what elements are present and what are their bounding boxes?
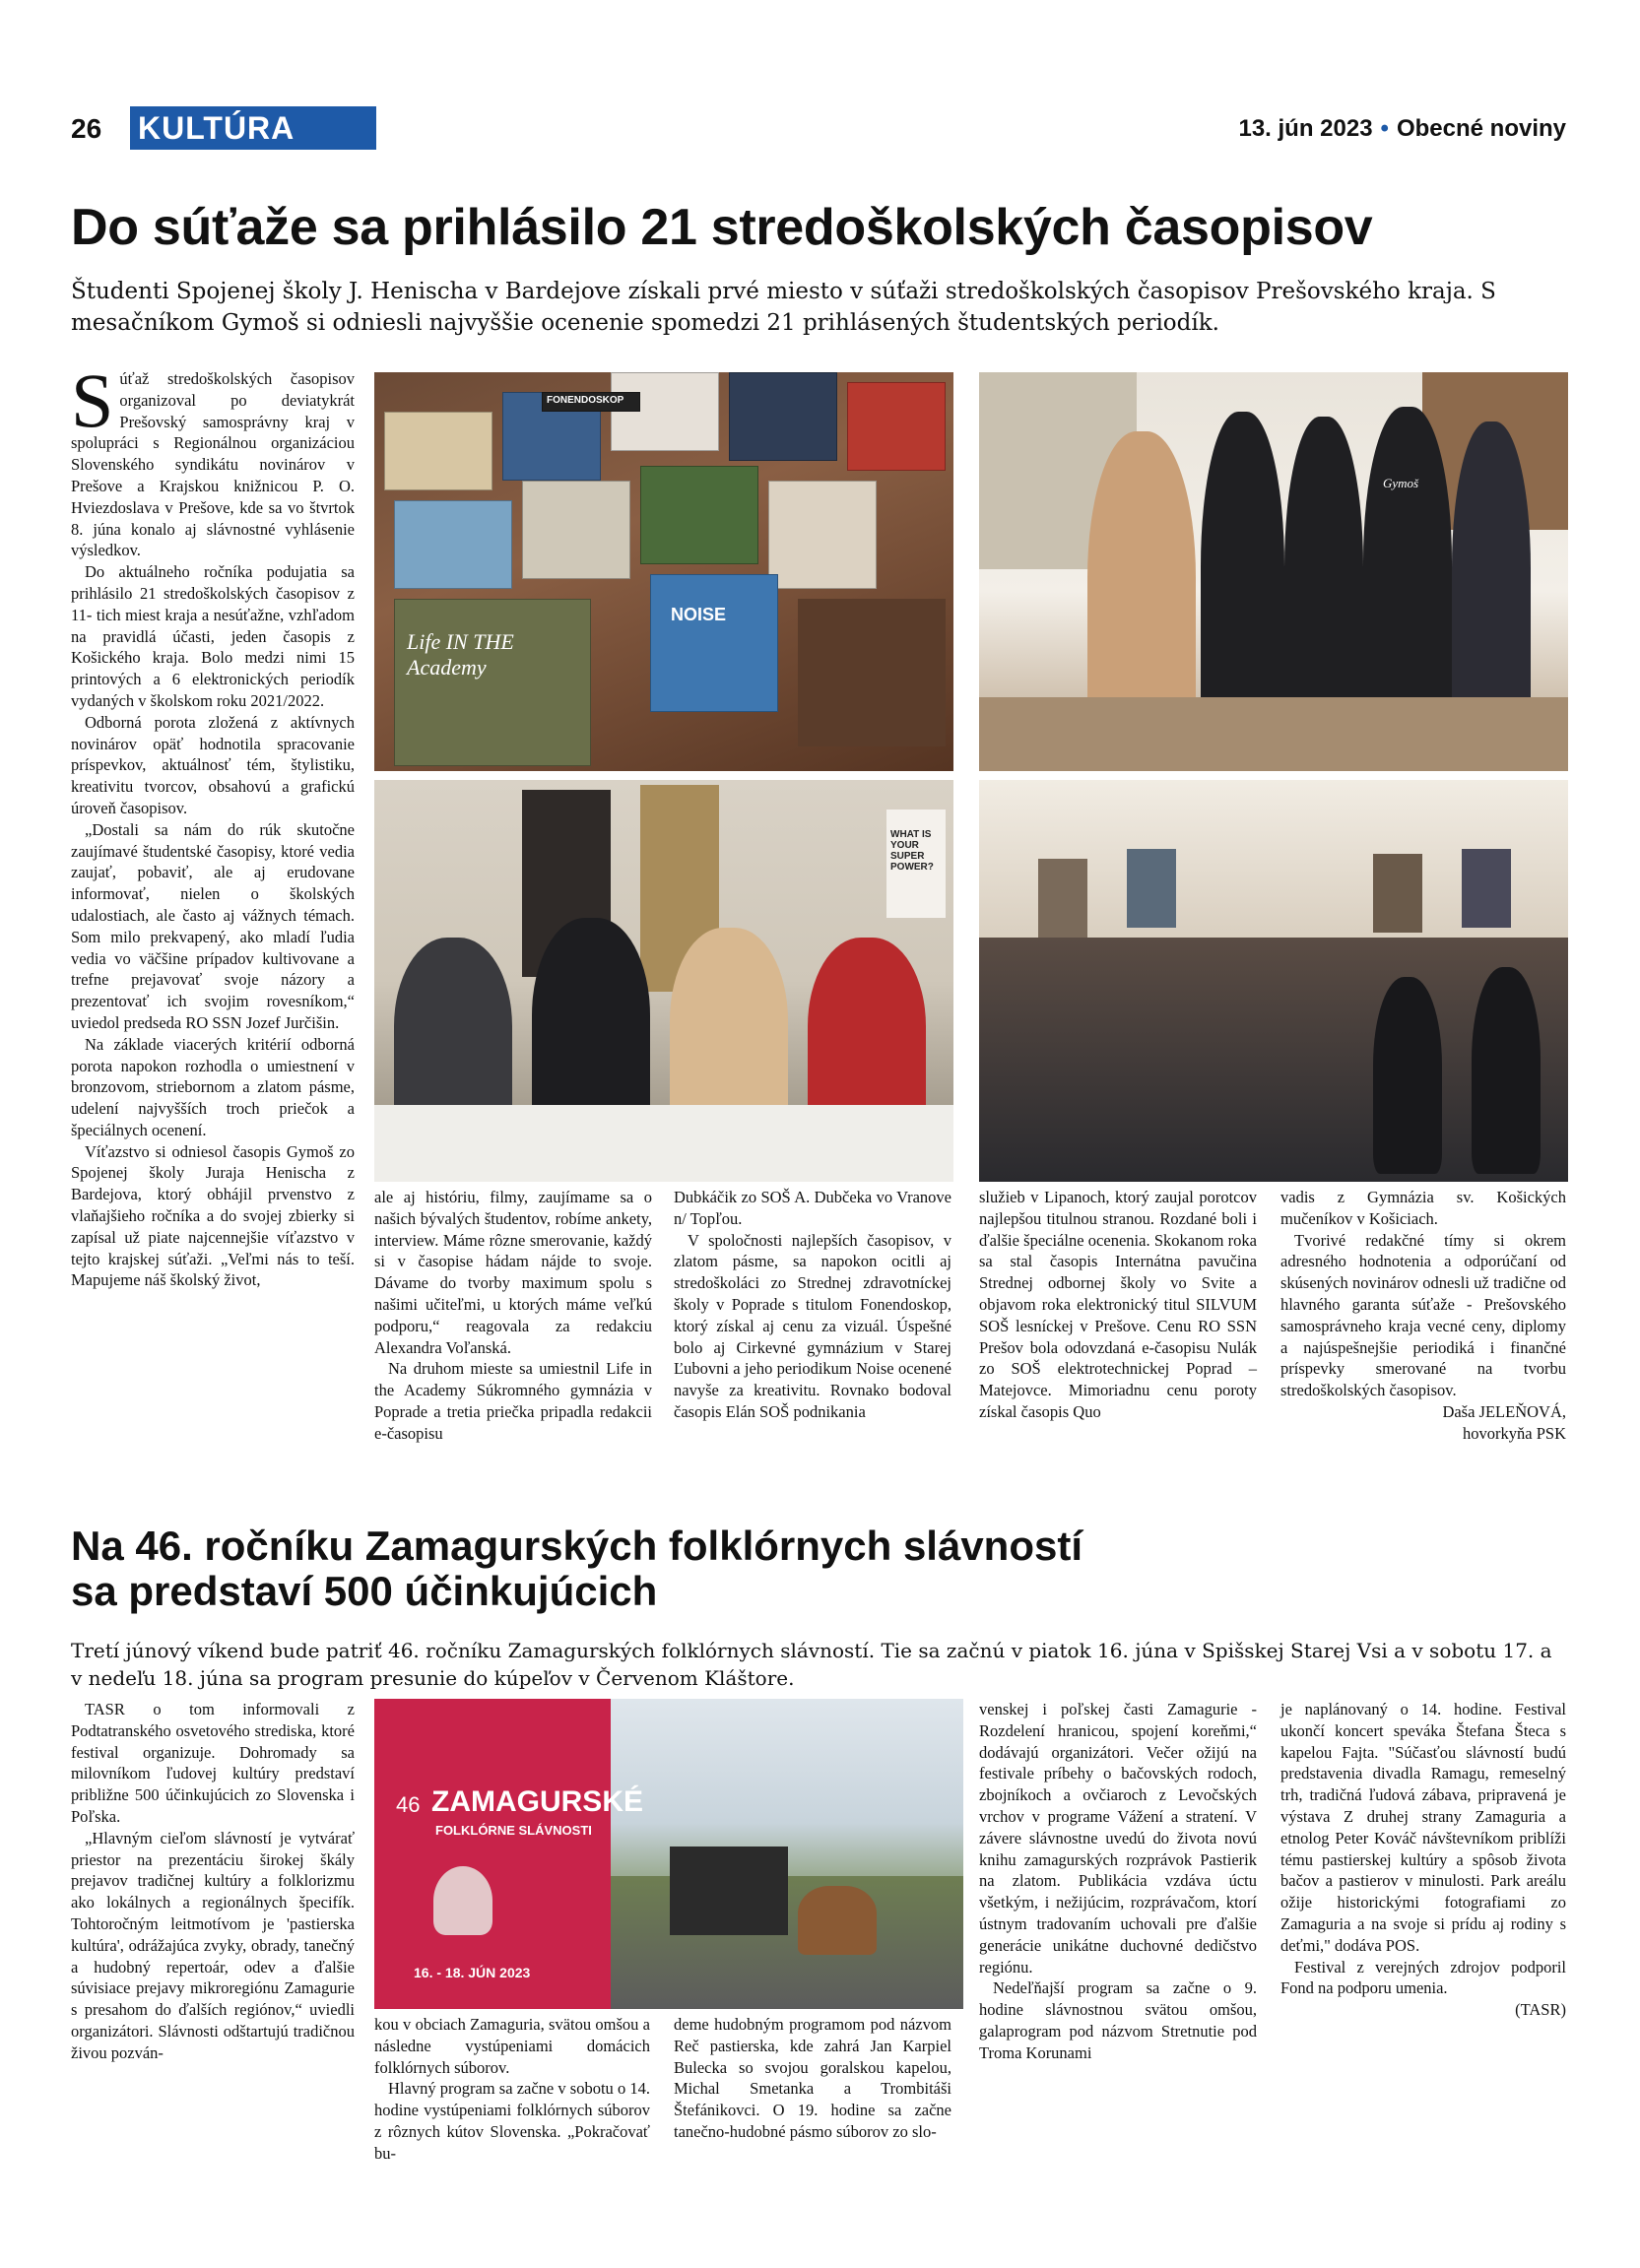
article1-col4-p1: služieb v Lipanoch, ktorý zaujal porotcov najlepšou titulnou stranou. Rozdané boli i ďalšie špeciálne ocenenia. Skokanom roka sa stal časopis Internátna pavučina Strednej odbornej školy vo Svite a objavom roka elektronický titul SILVUM SOŠ lesníckej v Prešove. Cenu RO SSN Prešov bola odovzdaná e-časopisu Nulák zo SOŠ elektrotechnickej Poprad – Matejovce. Mimoriadnu cenu poroty získal časopis Quo [979,1188,1257,1421]
article1-lead: Študenti Spojenej školy J. Henischa v Bardejove získali prvé miesto v súťaži stredoškolských časopisov Prešovského kraja. S mesačníkom Gymoš si odniesli najvyššie ocenenie spomedzi 21 prihlásených študentských periodík. [71,279,1496,336]
magazine-life-label: Life IN THE Academy [407,629,514,680]
publication-name: Obecné noviny [1396,115,1566,142]
article1-col3-p2: V spoločnosti najlepších časopisov, v zlatom pásme, sa napokon ocitli aj stredoškoláci zo Strednej zdravotníckej školy v Poprade s titulom Fonendoskop, ktorý získal aj cenu za vizuál. Úspešné bolo aj Cirkevné gymnázium v Starej Ľubovni a jeho periodikum Noise ocenené navyše za kreativitu. Rovnako bodoval časopis Elán SOŠ podnikania [674,1230,951,1421]
article1-headline: Do súťaže sa prihlásilo 21 stredoškolských časopisov [71,199,1373,256]
article1-column-4 [979,1187,1257,1423]
photo-jury-panel [374,780,953,1182]
article2-lead: Tretí júnový víkend bude patriť 46. ročníku Zamagurských folklórnych slávností. Tie sa začnú v piatok 16. júna v Spišskej Starej Vsi a v sobotu 17. a v nedeľu 18. júna sa program presunie do kúpeľov v Červenom Kláštore. [71,1639,1552,1690]
page-header [71,106,1566,152]
article1-col1-p1: úťaž stredoškolských časopisov organizoval po deviatykrát Prešovský samosprávny kraj v spolupráci s Regionálnou organizáciou Slovenského syndikátu novinárov v Prešove a Krajskou knižnicou P. O. Hviezdoslava v Prešove, kde sa vo štvrtok 8. júna konalo aj slávnostné vyhlásenie výsledkov. [71,369,355,560]
article2-col4-p2: Nedeľňajší program sa začne o 9. hodine slávnostnou svätou omšou, galaprogram pod názvom Stretnutie pod Troma Korunami [979,1978,1257,2062]
article1-author: Daša JELEŇOVÁ, [1442,1401,1566,1421]
article1-col2-p2: Na druhom mieste sa umiestnil Life in the Academy Súkromného gymnázia v Poprade a tretia priečka pripadla redakcii e-časopisu [374,1359,652,1443]
dropcap: S [71,357,114,443]
article2-col2-p2: Hlavný program sa začne v sobotu o 14. hodine vystúpeniami folklórnych súborov z rôznych kútov Slovenska. „Pokračovať bu- [374,2079,650,2163]
article2-col1-p1: TASR o tom informovali z Podtatranského osvetového strediska, ktoré festival organizuje. Dohromady sa milovníkom ľudovej kultúry predstaví približne 500 účinkujúcich zo Slovenska i Poľska. [71,1700,355,1826]
article1-column-5 [1280,1187,1566,1445]
section-label: KULTÚRA [130,106,376,150]
article1-column-2 [374,1187,652,1445]
photo-festival-poster [374,1699,963,2009]
article2-col1-p2: „Hlavným cieľom slávností je vytvárať priestor na prezentáciu širokej škály prejavov tradičnej kultúry a folklorizmu ako lokálnych a regionálnych špecifík. Tohtoročným leitmotívom je 'pastierska kultúra', odrážajúca zvyky, obrady, tanečný a hudobný repertoár, odev a ďalšie súvisiace prejavy mikroregiónu Zamagurie s presahom do ďalších regiónov,“ uviedli organizátori. Slávnosti odštartujú tradičnou živou pozván- [71,1828,355,2062]
poster-text: WHAT IS YOUR SUPER POWER? [890,829,934,873]
header-separator: • [1380,115,1389,142]
article2-column-1 [71,1699,355,2064]
article1-col1-p4: „Dostali sa nám do rúk skutočne zaujímavé študentské časopisy, ktoré vedia zaujať, pobaviť, ale aj erudovane informovať, nielen o školských udalostiach, ale často aj vážnych témach. Som milo prekvapený, ako mladí ľudia vedia vo väčšine prípadov kultivovane a trefne prejavovať svoje názory a prezentovať ich svojim rovesníkom,“ uviedol predseda RO SSN Jozef Jurčišin. [71,819,355,1032]
article1-col5-p1: vadis z Gymnázia sv. Košických mučeníkov v Košiciach. [1280,1188,1566,1228]
magazine-noise-label: NOISE [671,605,727,624]
article1-col1-p2: Do aktuálneho ročníka podujatia sa prihlásilo 21 stredoškolských časopisov z 11- tich miest kraja a nesúťažne, vzhľadom na pravidlá účasti, jeden časopis z Košického kraja. Bolo medzi nimi 15 printových a 6 elektronických periodík vydaných v školskom roku 2021/2022. [71,562,355,710]
article1-col1-p3: Odborná porota zložená z aktívnych novinárov opäť hodnotila spracovanie príspevkov, aktuálnosť tém, štylistiku, kreativitu tvorcov, obsahovú a grafickú úroveň časopisov. [71,712,355,817]
article2-col4-p1: venskej i poľskej časti Zamagurie - Rozdelení hranicou, spojení koreňmi,“ dodávajú organizátori. Večer ožijú na festivale príbehy o bačovských rodoch, zbojníkoch a ovčiaroch z Levočských vrchov v programe Vážení a stratení. V závere slávnostne uvedú do života novú knihu zamagurských rozprávok Pastierik na zlatom. Publikácia vzdáva úctu všetkým, i nežijúcim, rozprávačom, ktorí ústnym tradovaním uchovali pre ďalšie generácie unikátne duchovné dedičstvo regiónu. [979,1700,1257,1976]
article2-column-3 [674,2014,951,2143]
article2-col2-p1: kou v obciach Zamaguria, svätou omšou a následne vystúpeniami domácich folklórnych súborov. [374,2015,650,2077]
article2-column-4 [979,1699,1257,2064]
article1-col2-p1: ale aj históriu, filmy, zaujímame sa o našich bývalých študentov, robíme ankety, interview. Máme rôzne smerovanie, každý si v časopise hádam nájde to svoje. Dávame do tvorby maximum spolu s našimi učiteľmi, u ktorých máme veľkú podporu,“ reagovala za redakciu Alexandra Voľanská. [374,1188,652,1357]
article1-column-1 [71,357,355,1291]
article1-col3-p1: Dubkáčik zo SOŠ A. Dubčeka vo Vranove n/ Topľou. [674,1188,951,1228]
article1-column-3 [674,1187,951,1423]
poster-number: 46 [396,1792,421,1817]
shepherd-emblem-icon [433,1866,492,1935]
photo-magazines [374,372,953,771]
poster-title: ZAMAGURSKÉ [431,1785,643,1818]
article2-col3-p1: deme hudobným programom pod názvom Reč pastierska, kde zahrá Jan Karpiel Bulecka so svojou goralskou kapelou, Michal Smetanka a Trombitáši Štefánikovci. O 19. hodine sa začne tanečno-hudobné pásmo súborov zo slo- [674,2015,951,2141]
issue-date: 13. jún 2023 [1238,115,1373,142]
article2-column-5 [1280,1699,1566,2021]
photo-winners-group [979,372,1568,771]
article2-headline-line2: sa predstaví 500 účinkujúcich [71,1568,658,1614]
header-dateline [1238,106,1566,152]
article1-author-role: hovorkyňa PSK [1463,1423,1566,1443]
article2-column-2 [374,2014,650,2165]
poster-dates: 16. - 18. JÚN 2023 [414,1965,531,1980]
photo-audience [979,780,1568,1182]
article2-author: (TASR) [1515,2000,1566,2020]
poster-subtitle: FOLKLÓRNE SLÁVNOSTI [435,1823,592,1838]
page-number: 26 [71,113,102,144]
magazine-fonendoskop-label: FONENDOSKOP [547,395,624,406]
article1-col5-p2: Tvorivé redakčné tímy si okrem adresného hodnotenia a odporúčaní od skúsených novinárov odnesli už tradične od hlavného garanta súťaže - Prešovského samosprávneho kraja vecné ceny, diplomy a najúspešnejšie periodiká i finančné príspevky smerované na tvorbu stredoškolských časopisov. [1280,1230,1566,1400]
article1-col1-p6: Víťazstvo si odniesol časopis Gymoš zo Spojenej školy Juraja Henischa z Bardejova, ktorý obhájil prvenstvo z vlaňajšieho ročníka a do svojej zbierky si zapísal už piate najcennejšie víťazstvo v tejto krajskej súťaži. „Veľmi nás to teší. Mapujeme náš školský život, [71,1141,355,1290]
shirt-label: Gymoš [1383,476,1419,490]
article2-headline-line1: Na 46. ročníku Zamagurských folklórnych slávností [71,1523,1083,1569]
article1-col1-p5: Na základe viacerých kritérií odborná porota napokon rozhodla o umiestnení v bronzovom, striebornom a zlatom pásme, udelení najvyšších troch priečok a špeciálnych ocenení. [71,1034,355,1139]
article2-col5-p2: Festival z verejných zdrojov podporil Fond na podporu umenia. [1280,1957,1566,1998]
article2-headline [71,1523,1568,1614]
article2-col5-p1: je naplánovaný o 14. hodine. Festival ukončí koncert speváka Štefana Šteca s kapelou Fajta. "Súčasťou slávností budú predstavenia divadla Ramagu, remeselný trh, tradičná ľudová zábava, pripravená je výstava Z druhej strany Zamaguria a etnolog Peter Kováč návštevníkom priblíži tému pastierskej kultúry a spôsob života bačov a pastierov v minulosti. Park areálu ožije historickými fotografiami zo Zamaguria a na svoje si prídu aj rodiny s deťmi," dodáva POS. [1280,1700,1566,1955]
